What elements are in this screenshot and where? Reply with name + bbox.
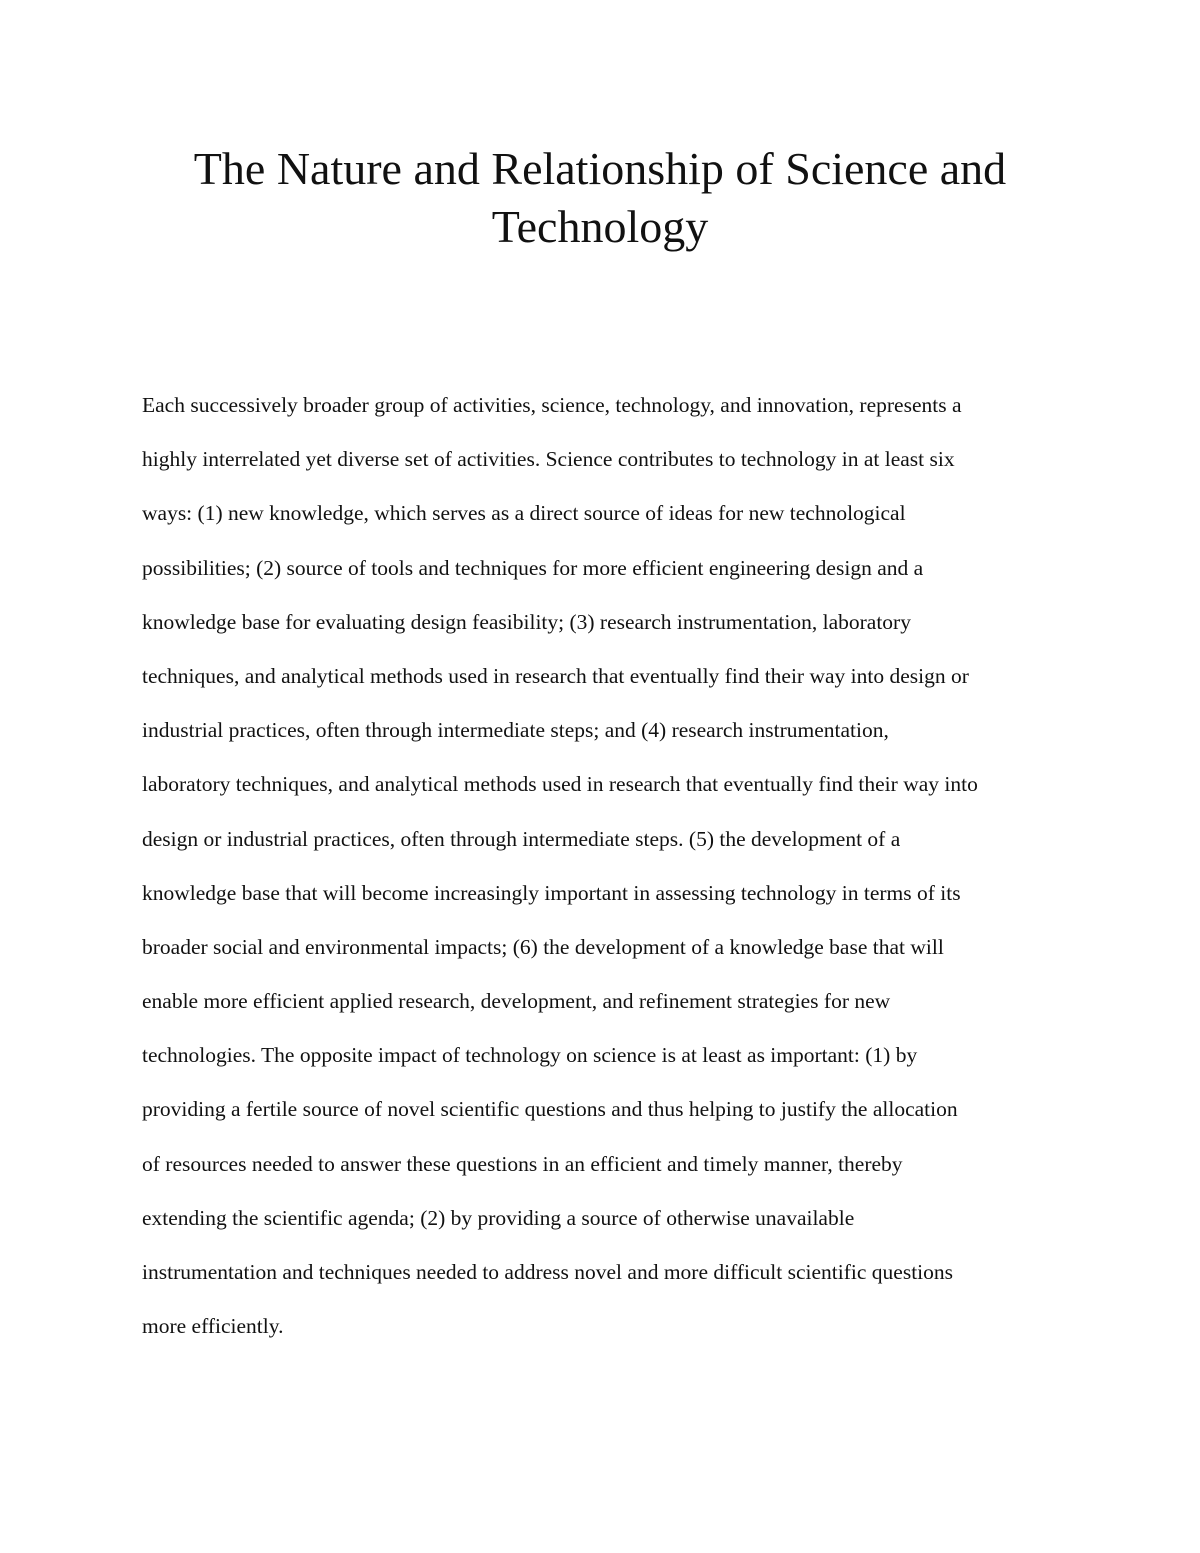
body-line: extending the scientific agenda; (2) by providing a source of otherwise unavailable: [142, 1205, 855, 1230]
body-line: technologies. The opposite impact of technology on science is at least as important: (1) by: [142, 1043, 918, 1068]
body-line: possibilities; (2) source of tools and techniques for more efficient engineering design and a: [142, 555, 924, 580]
body-line: enable more efficient applied research, development, and refinement strategies for new: [142, 989, 891, 1014]
body-line: knowledge base that will become increasingly important in assessing technology in terms of its: [142, 880, 961, 905]
body-line: highly interrelated yet diverse set of activities. Science contributes to technology in at least six: [142, 447, 955, 472]
body-paragraph: [142, 382, 1082, 1357]
body-line: knowledge base for evaluating design feasibility; (3) research instrumentation, laboratory: [142, 609, 911, 634]
body-line: industrial practices, often through intermediate steps; and (4) research instrumentation,: [142, 718, 889, 743]
body-line: Each successively broader group of activities, science, technology, and innovation, represents a: [142, 393, 962, 417]
body-line: techniques, and analytical methods used in research that eventually find their way into design or: [142, 663, 969, 688]
body-line: ways: (1) new knowledge, which serves as a direct source of ideas for new technological: [142, 501, 906, 526]
body-line: of resources needed to answer these questions in an efficient and timely manner, thereby: [142, 1151, 903, 1176]
body-line: instrumentation and techniques needed to address novel and more difficult scientific questions: [142, 1260, 954, 1284]
body-line: laboratory techniques, and analytical methods used in research that eventually find their way into: [142, 772, 978, 797]
body-line: design or industrial practices, often through intermediate steps. (5) the development of a: [142, 826, 901, 851]
document-title: The Nature and Relationship of Science and Technology: [193, 143, 1007, 252]
body-line: more efficiently.: [142, 1314, 284, 1339]
body-line: providing a fertile source of novel scientific questions and thus helping to justify the allocation: [142, 1097, 958, 1122]
body-line: broader social and environmental impacts; (6) the development of a knowledge base that will: [142, 934, 944, 959]
